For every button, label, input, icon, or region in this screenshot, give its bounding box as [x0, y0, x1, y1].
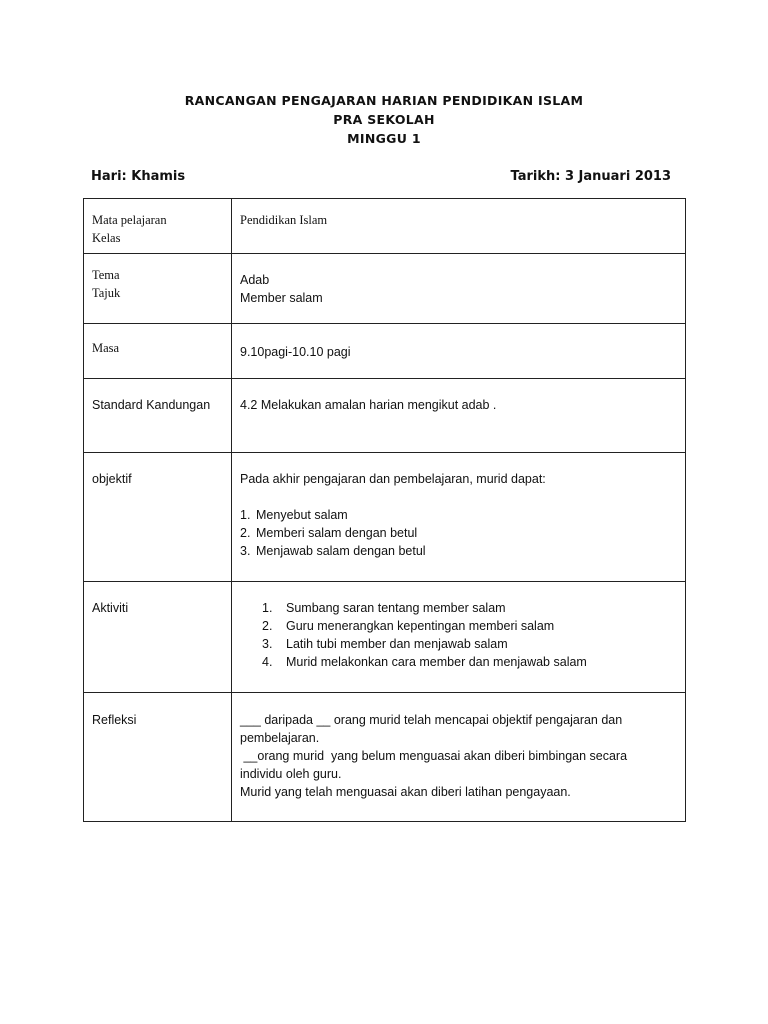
- label-cell: [84, 453, 232, 582]
- table-row: [84, 582, 686, 693]
- doc-title-line3: MINGGU 1: [347, 131, 421, 146]
- list-number: 2.: [262, 619, 273, 633]
- list-item: [262, 653, 677, 671]
- hari-label: Hari: Khamis: [91, 169, 186, 184]
- mata-pelajaran-value: Pendidikan Islam: [240, 213, 328, 227]
- refleksi-line-3: __orang murid yang belum menguasai akan diberi bimbingan secara: [240, 749, 628, 763]
- refleksi-line-5: Murid yang telah menguasai akan diberi latihan pengayaan.: [240, 785, 571, 799]
- list-number: 3.: [262, 637, 273, 651]
- table-row: [84, 453, 686, 582]
- list-text: Memberi salam dengan betul: [256, 526, 418, 540]
- table-row: [84, 254, 686, 324]
- tajuk-value: Member salam: [240, 291, 323, 305]
- objektif-label: objektif: [92, 472, 132, 486]
- list-text: Guru menerangkan kepentingan memberi salam: [286, 619, 555, 633]
- list-text: Latih tubi member dan menjawab salam: [286, 637, 508, 651]
- refleksi-label: Refleksi: [92, 713, 137, 727]
- table-row: [84, 693, 686, 822]
- kelas-label: Kelas: [92, 231, 121, 245]
- label-cell: [84, 379, 232, 453]
- objektif-list: [240, 506, 677, 560]
- list-text: Menjawab salam dengan betul: [256, 544, 426, 558]
- refleksi-line-4: individu oleh guru.: [240, 767, 342, 781]
- list-item: [240, 542, 677, 560]
- table-row: [84, 199, 686, 254]
- aktiviti-label: Aktiviti: [92, 601, 129, 615]
- tema-value: Adab: [240, 273, 270, 287]
- list-number: 1.: [240, 508, 251, 522]
- list-text: Menyebut salam: [256, 508, 348, 522]
- list-text: Sumbang saran tentang member salam: [286, 601, 506, 615]
- list-text: Murid melakonkan cara member dan menjawab salam: [286, 655, 587, 669]
- list-item: [262, 599, 677, 617]
- standard-kandungan-label: Standard Kandungan: [92, 398, 211, 412]
- label-cell: [84, 254, 232, 324]
- label-cell: [84, 693, 232, 822]
- doc-title-line1: RANCANGAN PENGAJARAN HARIAN PENDIDIKAN ISLAM: [184, 93, 584, 108]
- value-cell: [232, 379, 686, 453]
- refleksi-line-1: ___ daripada __ orang murid telah mencapai objektif pengajaran dan: [240, 713, 623, 727]
- value-cell: [232, 199, 686, 254]
- list-number: 4.: [262, 655, 273, 669]
- value-cell: [232, 324, 686, 379]
- list-item: [262, 617, 677, 635]
- tarikh-label: Tarikh: 3 Januari 2013: [510, 169, 671, 184]
- doc-title-line2: PRA SEKOLAH: [333, 112, 435, 127]
- list-item: [240, 524, 677, 542]
- value-cell: [232, 254, 686, 324]
- value-cell: [232, 582, 686, 693]
- refleksi-line-2: pembelajaran.: [240, 731, 320, 745]
- table-row: [84, 379, 686, 453]
- standard-kandungan-value: 4.2 Melakukan amalan harian mengikut adab .: [240, 398, 497, 412]
- list-number: 1.: [262, 601, 273, 615]
- label-cell: [84, 199, 232, 254]
- value-cell: [232, 693, 686, 822]
- label-cell: [84, 324, 232, 379]
- masa-label: Masa: [92, 341, 120, 355]
- tajuk-label: Tajuk: [92, 286, 121, 300]
- table-row: [84, 324, 686, 379]
- list-item: [262, 635, 677, 653]
- label-cell: [84, 582, 232, 693]
- value-cell: [232, 453, 686, 582]
- list-number: 2.: [240, 526, 251, 540]
- objektif-intro: Pada akhir pengajaran dan pembelajaran, murid dapat:: [240, 472, 546, 486]
- list-item: [240, 506, 677, 524]
- masa-value: 9.10pagi-10.10 pagi: [240, 345, 351, 359]
- mata-pelajaran-label: Mata pelajaran: [92, 213, 167, 227]
- list-number: 3.: [240, 544, 251, 558]
- tema-label: Tema: [92, 268, 120, 282]
- aktiviti-list: [240, 599, 677, 671]
- lesson-plan-table: [83, 198, 686, 822]
